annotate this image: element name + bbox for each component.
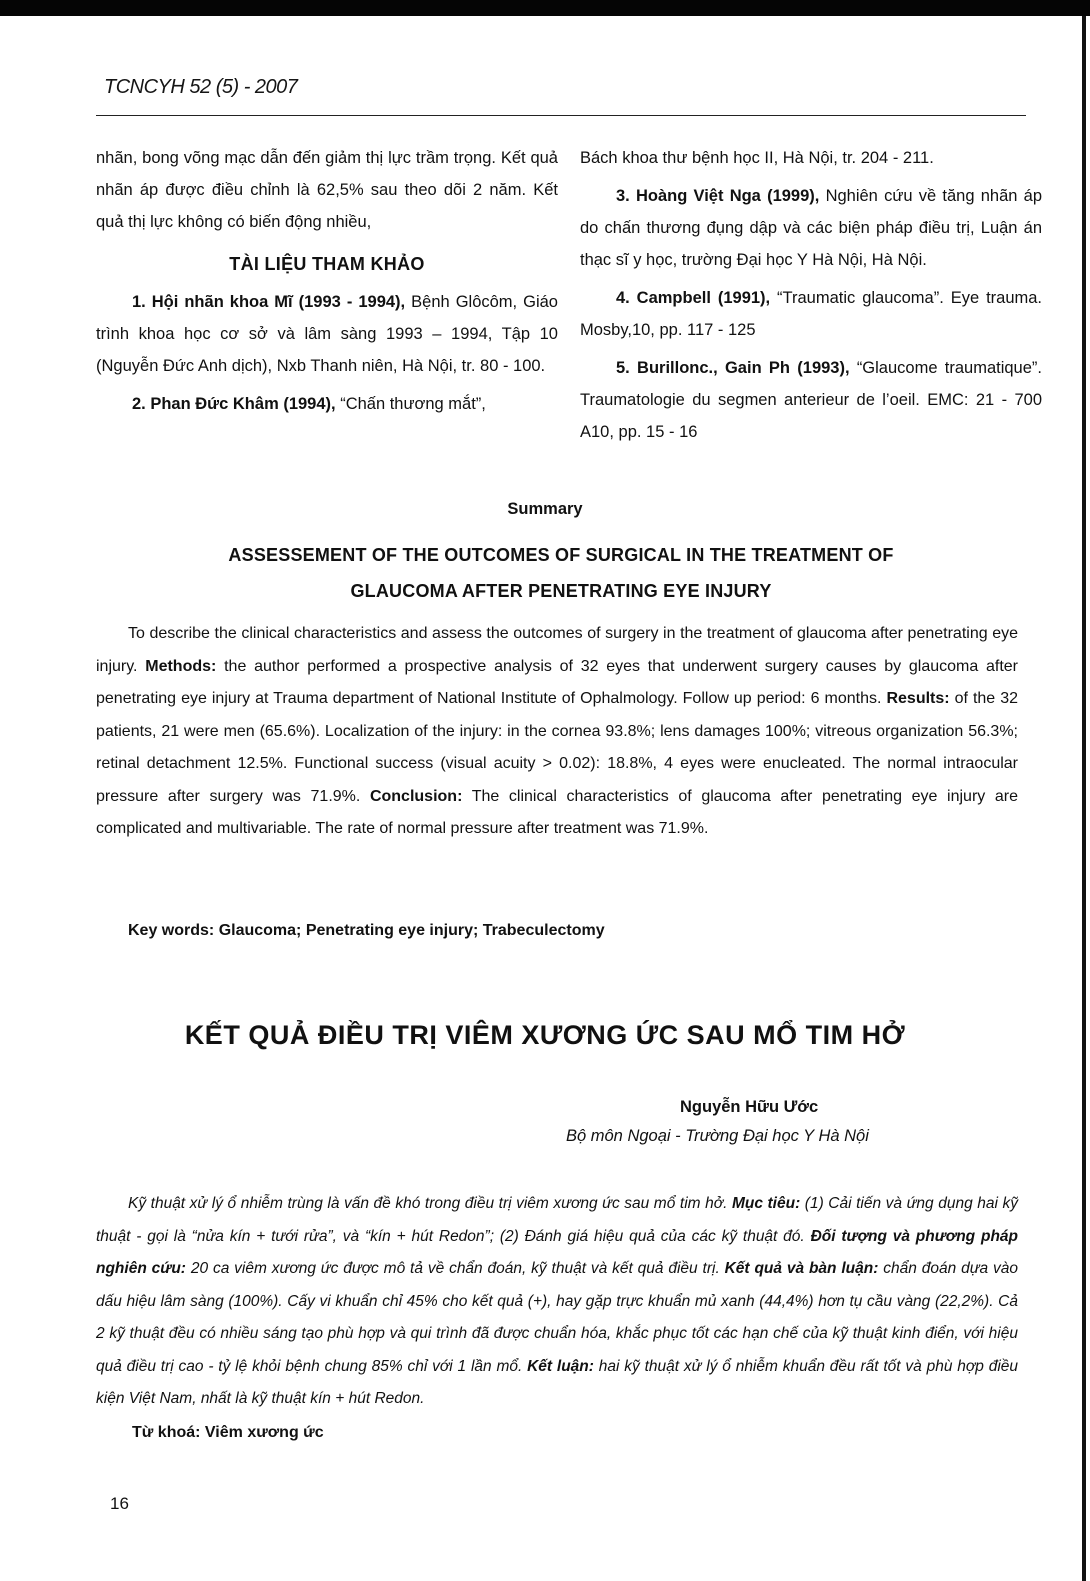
results-label: Results: [886,690,950,707]
vietnamese-keywords: Từ khoá: Viêm xương ức [132,1424,324,1441]
reference-4 [580,282,1042,346]
vietnamese-abstract [96,1188,1018,1416]
english-keywords: Key words: Glaucoma; Penetrating eye injury; Trabeculectomy [128,922,605,939]
abstract-intro: To describe the clinical characteristics and assess the outcomes of surgery in the treatment of glaucoma after penetrating eye injury. [96,625,1018,675]
reference-5 [580,352,1042,448]
reference-3-text: Nghiên cứu về tăng nhãn áp do chấn thương đụng dập và các biện pháp điều trị, Luận án thạc sĩ y học, trường Đại học Y Hà Nội, Hà Nội. [580,187,1042,269]
article-title: KẾT QUẢ ĐIỀU TRỊ VIÊM XƯƠNG ỨC SAU MỔ TIM HỞ [184,1020,906,1050]
vn-conclusion-text: hai kỹ thuật xử lý ổ nhiễm khuẩn đều rất tốt và phù hợp điều kiện Việt Nam, nhất là kỹ thuật kín + hút Redon. [96,1357,1019,1407]
reference-2 [96,388,558,420]
author-affiliation: Bộ môn Ngoại - Trường Đại học Y Hà Nội [566,1127,869,1145]
reference-5-author: 5. Burillonc., Gain Ph (1993), [616,359,850,377]
header-rule [96,115,1026,116]
subjects-label: Đối tượng và phương pháp nghiên cứu: [96,1227,1019,1277]
reference-4-author: 4. Campbell (1991), [616,289,771,307]
reference-5-text: “Glaucome traumatique”. Traumatologie du segmen anterieur de l’oeil. EMC: 21 - 700 A10, pp. 15 - 16 [580,359,1042,441]
objective-text: (1) Cải tiến và ứng dụng hai kỹ thuật - gọi là “nửa kín + tưới rửa”, và “kín + hút Redon”; (2) Đánh giá hiệu quả của các kỹ thuật đó. [96,1195,1018,1245]
summary-label: Summary [507,500,583,518]
abstract-vn-intro: Kỹ thuật xử lý ổ nhiễm trùng là vấn đề khó trong điều trị viêm xương ức sau mổ tim hở. [128,1195,732,1212]
reference-1 [96,286,558,382]
summary-title-line-2: GLAUCOMA AFTER PENETRATING EYE INJURY [350,581,772,601]
running-head: TCNCYH 52 (5) - 2007 [104,76,298,98]
reference-3 [580,180,1042,276]
right-column [580,142,1042,448]
vn-results-text: chẩn đoán dựa vào dấu hiệu lâm sàng (100%). Cấy vi khuẩn chỉ 45% cho kết quả (+), hay gặp trực khuẩn mủ xanh (44,4%) hơn tụ cầu vàng (22,2%). Cả 2 kỹ thuật đều có nhiều sáng tạo phù hợp và qui trình đã được chuẩn hóa, khắc phục tốt các hạn chế của kỹ thuật kinh điển, với hiệu quả điều trị cao - tỷ lệ khỏi bệnh chung 85% chỉ với 1 lần mổ. [96,1260,1018,1375]
page-number: 16 [110,1494,129,1513]
vn-results-label: Kết quả và bàn luận: [724,1260,879,1277]
summary-title-line-1: ASSESSEMENT OF THE OUTCOMES OF SURGICAL IN THE TREATMENT OF [228,545,894,565]
reference-1-author: 1. Hội nhãn khoa Mĩ (1993 - 1994), [132,293,406,311]
body-paragraph: nhãn, bong võng mạc dẫn đến giảm thị lực trầm trọng. Kết quả nhãn áp được điều chỉnh là 62,5% sau theo dõi 2 năm. Kết quả thị lực không có biến động nhiều, [96,149,558,231]
reference-3-author: 3. Hoàng Việt Nga (1999), [616,187,820,205]
author-name: Nguyễn Hữu Ước [680,1098,819,1116]
scan-right-border [1082,16,1086,1581]
scan-top-border [0,0,1090,16]
english-abstract [96,618,1018,846]
reference-2-text: “Chấn thương mắt”, [335,395,486,413]
subjects-text: 20 ca viêm xương ức được mô tả về chẩn đoán, kỹ thuật và kết quả điều trị. [185,1260,725,1277]
reference-1-text: Bệnh Glôcôm, Giáo trình khoa học cơ sở và lâm sàng 1993 – 1994, Tập 10 (Nguyễn Đức Anh dịch), Nxb Thanh niên, Hà Nội, tr. 80 - 100. [96,293,558,375]
reference-4-text: “Traumatic glaucoma”. Eye trauma. Mosby,10, pp. 117 - 125 [580,289,1043,339]
reference-2-continued: Bách khoa thư bệnh học II, Hà Nội, tr. 204 - 211. [580,149,934,167]
conclusion-label: Conclusion: [369,787,463,805]
references-heading: TÀI LIỆU THAM KHẢO [229,254,425,274]
summary-title [96,537,1026,609]
conclusion-text: The clinical characteristics of glaucoma after penetrating eye injury are complicated and multivariable. The rate of normal pressure after treatment was 71.9%. [96,787,1019,837]
left-column [96,142,558,420]
methods-label: Methods: [145,657,217,675]
reference-2-author: 2. Phan Đức Khâm (1994), [132,395,336,413]
objective-label: Mục tiêu: [731,1195,801,1212]
results-text: of the 32 patients, 21 were men (65.6%). Localization of the injury: in the cornea 93.8%; lens damages 100%; vitreous organization 56.3%; retinal detachment 12.5%. Functional success (visual acuity > 0.02): 18.8%, 4 eyes were enucleated. The normal intraocular pressure after surgery was 71.9%. [96,690,1018,805]
vn-conclusion-label: Kết luận: [527,1357,594,1375]
methods-text: the author performed a prospective analysis of 32 eyes that underwent surgery causes by glaucoma after penetrating eye injury at Trauma department of National Institute of Ophalmology. Follow up period: 6 months. [96,657,1019,707]
